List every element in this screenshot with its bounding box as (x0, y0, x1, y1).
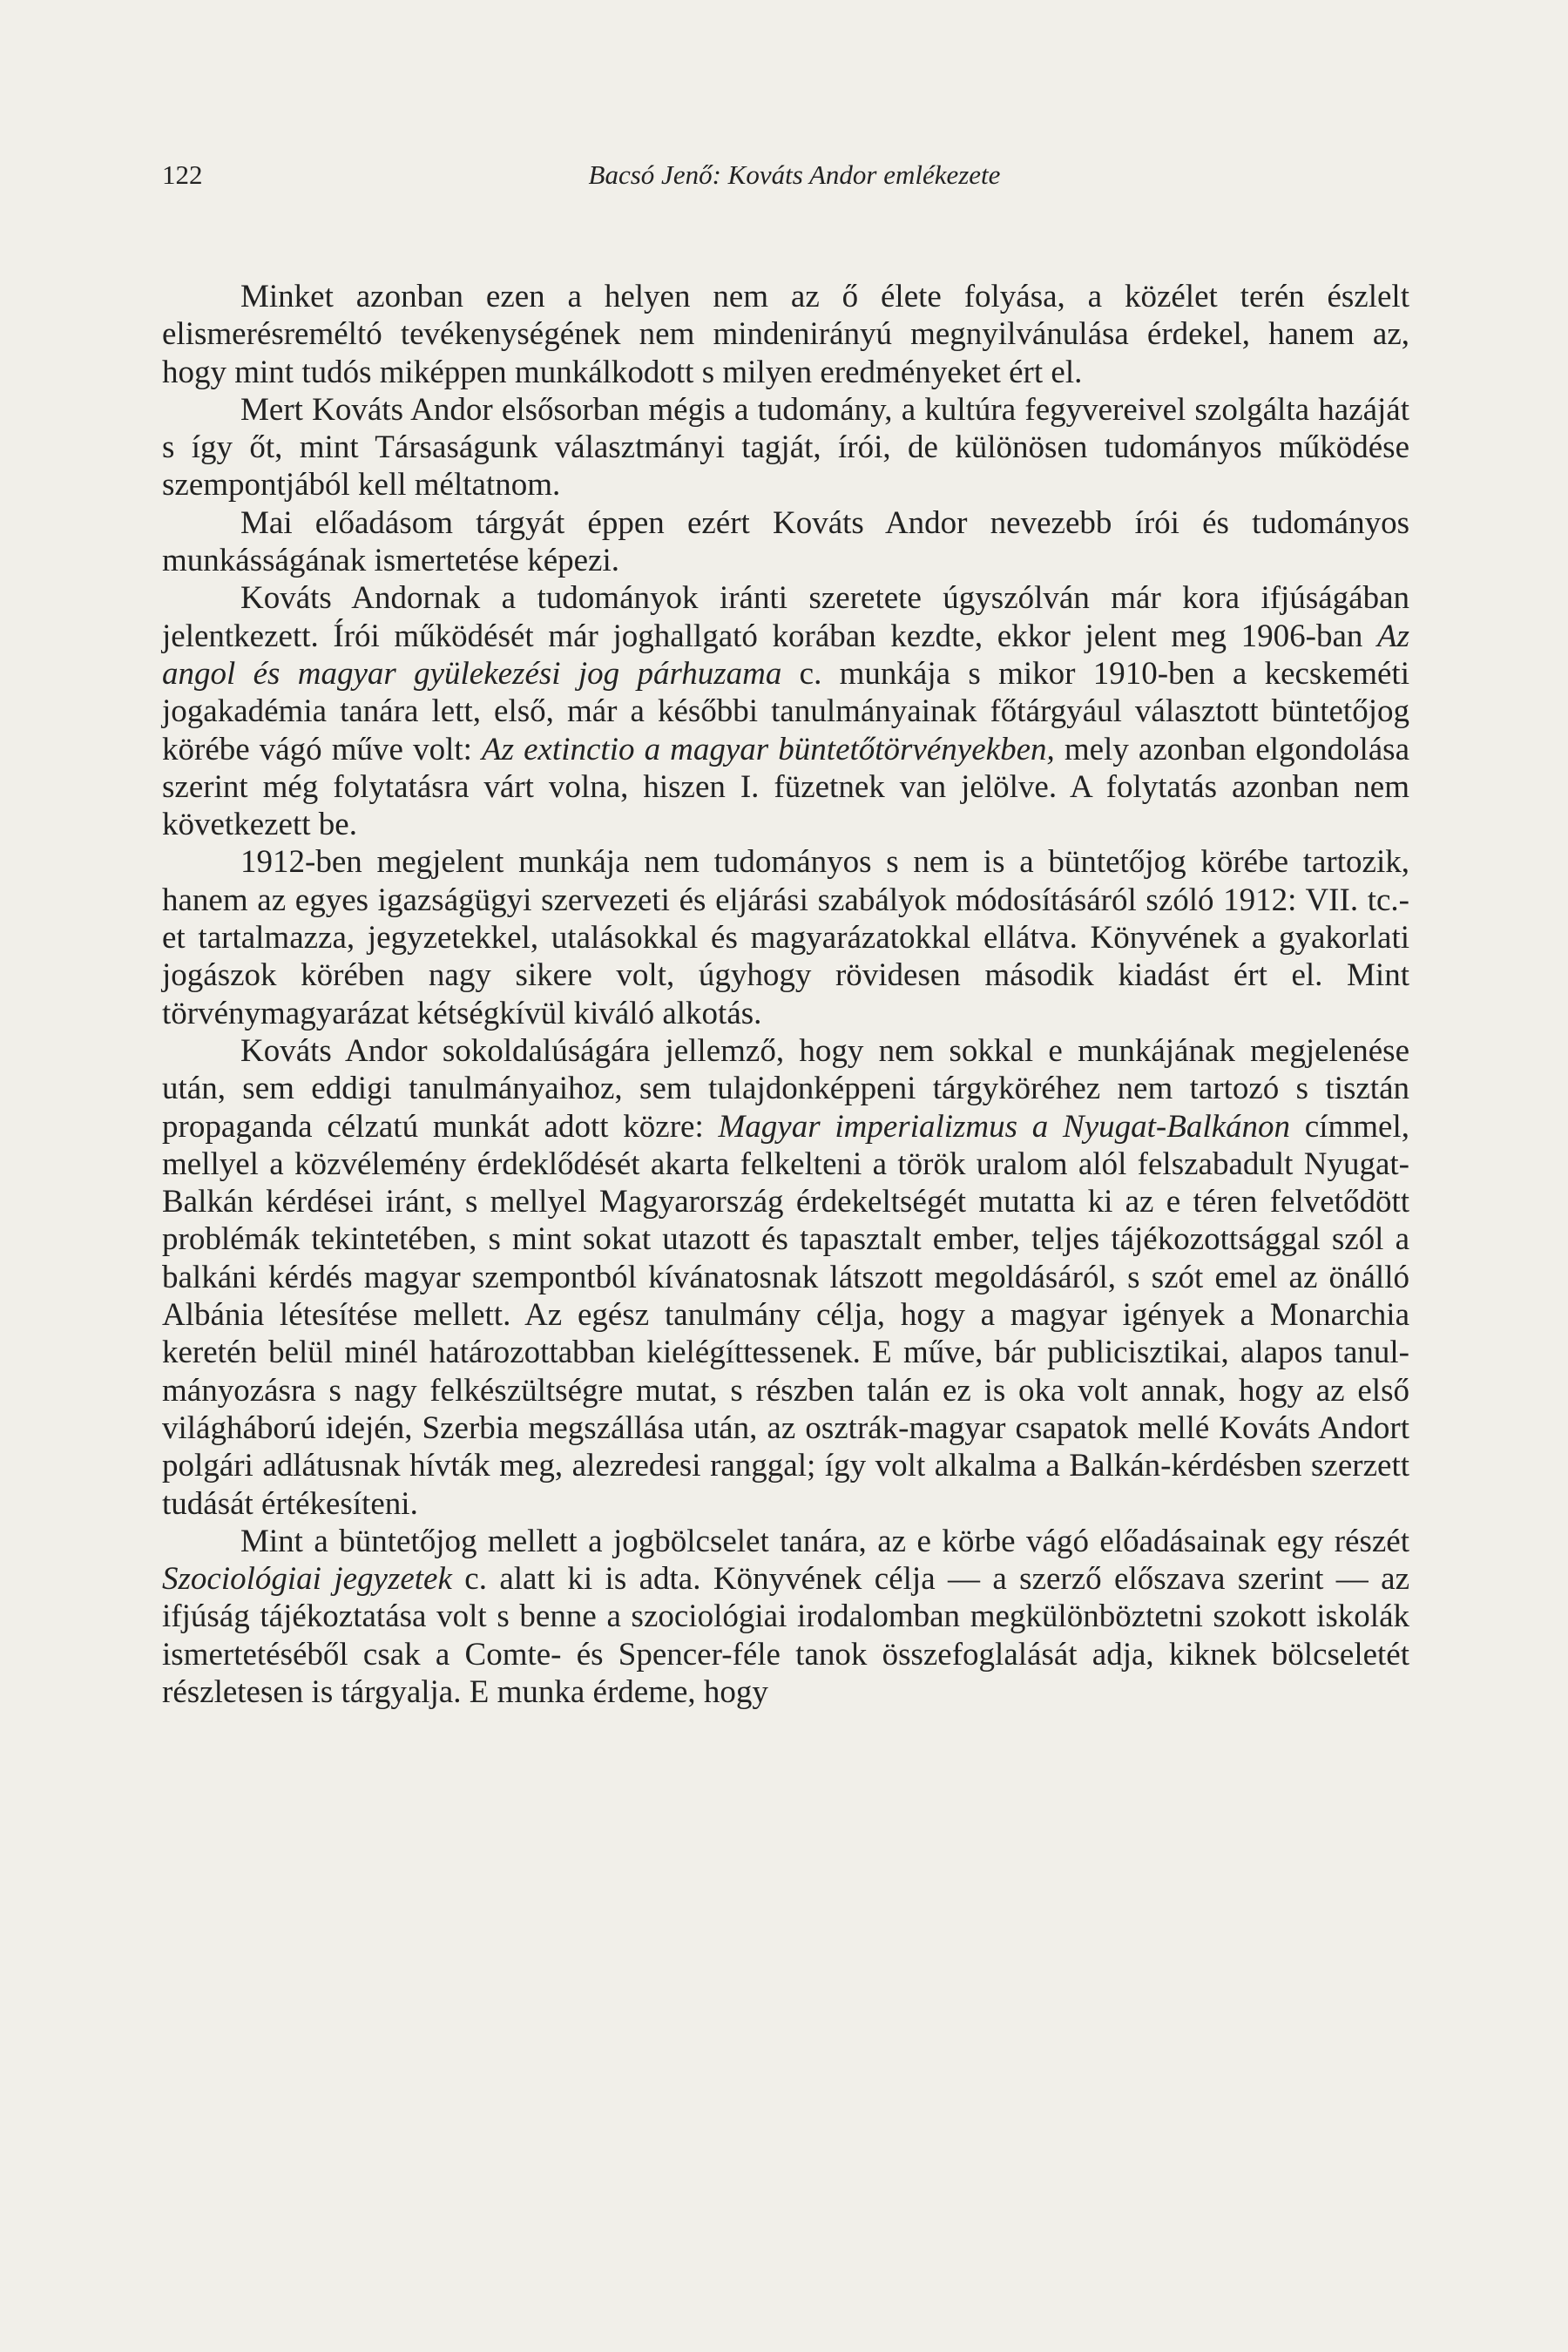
page-header (162, 153, 1409, 197)
paragraph-4-text-c: mely azonban elgondolása szerint még folytatásra várt volna, hiszen I. füzetnek van jelölve. A folytatás azonban nem következett be. (162, 731, 1409, 843)
paragraph-1: Minket azonban ezen a helyen nem az ő élete folyása, a közélet terén észlelt elismerésreméltó tevékenységének nem mindenirányú megnyilvánulása érdekel, hanem az, hogy mint tudós miképpen munkálkodott s milyen eredményeket ért el. (162, 279, 1409, 390)
book-title-extinctio: Az extinctio a magyar büntetőtörvényekben, (482, 731, 1055, 767)
paragraph-4 (162, 579, 1409, 843)
paragraph-6 (162, 1032, 1409, 1523)
paragraph-4-text-a: Kováts Andornak a tudományok iránti szeretete úgyszólván már kora ifjúságában jelentkezett. Írói működését már joghallgató korában kezdte, ekkor jelent meg 1906-ban (162, 580, 1409, 654)
running-title: Bacsó Jenő: Kováts Andor emlékezete (588, 159, 1001, 190)
paragraph-5: 1912-ben megjelent munkája nem tudományos s nem is a büntetőjog körébe tartozik, hanem az egyes igazságügyi szervezeti és eljárási szabályok módosításáról szóló 1912: VII. tc.-et tartalmazza, jegyzetekkel, utalásokkal és magyarázatokkal ellátva. Könyvének a gyakorlati jogászok körében nagy sikere volt, úgyhogy rövidesen második kiadást ért el. Mint törvénymagyarázat kétségkívül kiváló alkotás. (162, 844, 1409, 1031)
paragraph-4-text-b: c. munkája s mikor 1910-ben a kecskeméti jogakadémia tanára lett, első, már a későbbi tanulmányainak főtárgyául választott büntetőjog körébe vágó műve volt: (162, 655, 1409, 767)
paragraph-3: Mai előadásom tárgyát éppen ezért Kováts Andor nevezebb írói és tudományos munkásságának ismertetése képezi. (162, 504, 1409, 579)
paragraph-7-text-a: Mint a büntetőjog mellett a jogbölcselet tanára, az e körbe vágó előadásainak egy részét (240, 1523, 1409, 1559)
book-title-gyulekezesi-jog: Az angol és magyar gyülekezési jog párhuzama (162, 618, 1409, 692)
paragraph-6-text-b: címmel, mellyel a közvélemény érdeklődését akarta felkelteni a török uralom alól felszabadult Nyugat-Balkán kérdései iránt, s mellyel Magyarország érdekeltségét mutatta ki az e téren felvetődött problémák tekintetében, s mint sokat utazott és tapasztalt ember, teljes tájékozottsággal szól a balkáni kérdés magyar szempontból kívánatosnak látszott megoldásáról, s szót emel az önálló Albánia létesítése mellett. Az egész tanulmány célja, hogy a magyar igények a Monarchia keretén belül minél határozottabban kielégíttessenek. E műve, bár publicisztikai, alapos tanulmányozásra s nagy felkészültségre mutat, s részben talán ez is oka volt annak, hogy az első világháború idején, Szerbia megszállása után, az osztrák-magyar csapatok mellé Kováts Andort polgári adlátusnak hívták meg, alezredesi ranggal; így volt alkalma a Balkán-kérdésben szerzett tudását értékesíteni. (162, 1108, 1410, 1522)
paragraph-2: Mert Kováts Andor elsősorban mégis a tudomány, a kultúra fegyvereivel szolgálta hazáját s így őt, mint Társaságunk választmányi tagját, írói, de különösen tudományos működése szempontjából kell méltatnom. (162, 391, 1409, 504)
book-title-magyar-imperializmus: Magyar imperializmus a Nyugat-Balkánon (718, 1108, 1291, 1145)
book-title-szociologiai-jegyzetek: Szociológiai jegyzetek (162, 1561, 452, 1598)
paragraph-7-text-b: c. alatt ki is adta. Könyvének célja — a szerző előszava szerint — az ifjúság tájékoztatása volt s benne a szociológiai irodalomban megkülönböztetni szokott iskolák ismertetéséből csak a Comte- és Spencer-féle tanok összefoglalását adja, kiknek bölcseletét részletesen is tárgyalja. E munka érdeme, hogy (162, 1561, 1409, 1710)
paragraph-6-text-a: Kováts Andor sokoldalúságára jellemző, hogy nem sokkal e munkájának megjelenése után, sem eddigi tanulmányaihoz, sem tulajdonképpeni tárgyköréhez nem tartozó s tisztán propaganda célzatú munkát adott közre: (162, 1032, 1409, 1145)
body-text (162, 278, 1409, 1711)
page-number: 122 (162, 159, 203, 190)
paragraph-7 (162, 1523, 1409, 1711)
